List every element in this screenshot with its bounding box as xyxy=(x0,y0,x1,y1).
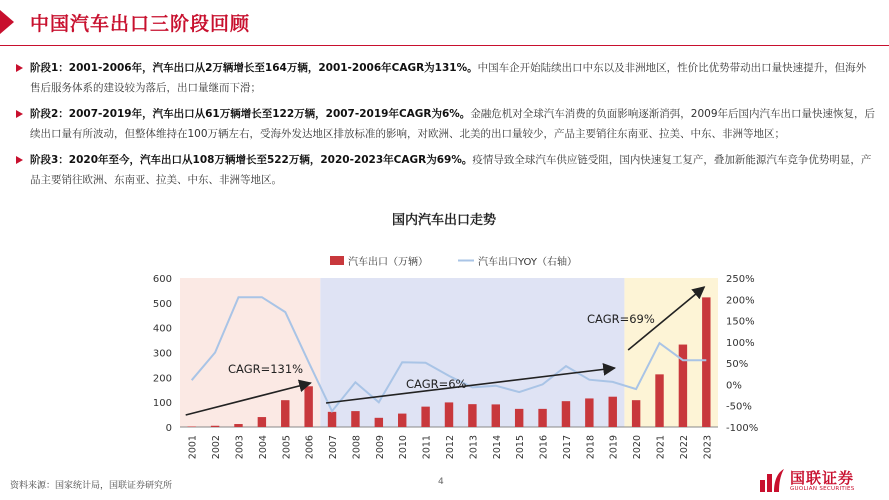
cagr-label-1: CAGR=131% xyxy=(228,362,304,376)
x-tick-label: 2004 xyxy=(257,435,269,460)
x-tick-label: 2011 xyxy=(421,435,433,460)
bar-2009 xyxy=(375,418,383,427)
bullet-item-1 xyxy=(16,58,876,98)
bullet-heading: 阶段1：2001-2006年，汽车出口从2万辆增长至164万辆，2001-2006年CAGR为131%。 xyxy=(30,62,478,74)
x-tick-label: 2022 xyxy=(678,435,690,460)
title-divider xyxy=(0,45,889,46)
x-tick-label: 2009 xyxy=(374,435,386,460)
bullet-body: 金融危机对全球汽车消费的负面影响逐渐消弭，2009年后国内汽车出口量快速恢复，后续出口量有所波动，但整体维持在100万辆左右，受海外发达地区排放标准的影响，对欧洲、北美的出口量较少，产品主要销往东南亚、拉美、中东、非洲等地区； xyxy=(30,108,876,140)
export-chart-svg xyxy=(0,205,889,475)
bar-2023 xyxy=(702,297,710,427)
logo-subtext: GUOLIAN SECURITIES xyxy=(790,486,855,492)
right-tick-label: 200% xyxy=(726,295,755,307)
x-tick-label: 2007 xyxy=(328,435,340,460)
x-tick-label: 2018 xyxy=(585,435,597,460)
bar-2005 xyxy=(281,400,289,427)
x-tick-label: 2008 xyxy=(351,435,363,460)
x-tick-label: 2012 xyxy=(445,435,456,460)
x-tick-label: 2023 xyxy=(702,435,714,460)
right-tick-label: 100% xyxy=(726,337,755,349)
right-tick-label: 150% xyxy=(726,316,755,328)
x-tick-label: 2001 xyxy=(187,435,199,460)
x-tick-label: 2017 xyxy=(561,435,573,460)
bar-2015 xyxy=(515,409,523,427)
phase-band-1 xyxy=(180,278,320,427)
bar-2021 xyxy=(655,374,663,427)
bar-2010 xyxy=(398,414,406,427)
bullet-item-2 xyxy=(16,104,876,144)
bar-2018 xyxy=(585,398,593,427)
bar-2019 xyxy=(609,397,617,427)
x-tick-label: 2014 xyxy=(491,434,503,460)
right-tick-label: 0% xyxy=(726,380,742,392)
legend-label-bar: 汽车出口（万辆） xyxy=(348,257,428,268)
logo-mark-icon xyxy=(756,466,786,496)
x-tick-label: 2010 xyxy=(398,435,410,460)
bar-2004 xyxy=(258,417,266,427)
x-tick-label: 2016 xyxy=(538,435,550,460)
title-bar xyxy=(0,0,889,46)
left-tick-label: 500 xyxy=(152,298,172,310)
logo-text: 国联证券 xyxy=(790,469,855,487)
right-tick-label: 50% xyxy=(726,359,749,371)
right-tick-label: -50% xyxy=(726,401,752,413)
bullet-list xyxy=(16,58,876,196)
x-tick-label: 2005 xyxy=(281,435,293,460)
bullet-item-3 xyxy=(16,150,876,190)
left-tick-label: 0 xyxy=(165,423,172,434)
legend-swatch-bar xyxy=(330,256,344,265)
left-tick-label: 400 xyxy=(152,323,172,335)
cagr-label-2: CAGR=6% xyxy=(406,377,467,391)
bar-2003 xyxy=(234,424,242,427)
x-tick-label: 2020 xyxy=(632,435,644,460)
bullet-heading: 阶段3：2020年至今，汽车出口从108万辆增长至522万辆，2020-2023年CAGR为69%。 xyxy=(30,154,473,166)
bar-2017 xyxy=(562,401,570,427)
left-tick-label: 600 xyxy=(152,274,172,285)
bar-2002 xyxy=(211,426,219,427)
left-tick-label: 200 xyxy=(152,373,172,385)
x-tick-label: 2006 xyxy=(304,435,316,460)
x-tick-label: 2002 xyxy=(211,435,223,460)
export-chart xyxy=(0,205,889,475)
x-tick-label: 2003 xyxy=(234,435,246,460)
x-tick-label: 2015 xyxy=(515,435,527,460)
cagr-label-3: CAGR=69% xyxy=(587,312,655,326)
page-title: 中国汽车出口三阶段回顾 xyxy=(30,13,251,35)
right-tick-label: -100% xyxy=(726,423,759,434)
right-tick-label: 250% xyxy=(726,274,755,285)
bar-2014 xyxy=(492,404,500,427)
bullet-body: 中国车企开始陆续出口中东以及非洲地区，性价比优势带动出口量快速提升，但海外售后服务体系的建设较为落后，出口量继而下滑； xyxy=(30,62,867,94)
bar-2011 xyxy=(421,407,429,427)
x-tick-label: 2021 xyxy=(655,435,667,460)
bullet-heading: 阶段2：2007-2019年，汽车出口从61万辆增长至122万辆，2007-2019年CAGR为6%。 xyxy=(30,108,471,120)
bar-2016 xyxy=(538,409,546,427)
source-note: 资料来源：国家统计局，国联证券研究所 xyxy=(10,481,173,491)
bar-2020 xyxy=(632,400,640,427)
legend-label-line: 汽车出口YOY（右轴） xyxy=(478,257,577,268)
chart-title: 国内汽车出口走势 xyxy=(391,213,497,228)
bar-2012 xyxy=(445,402,453,427)
bar-2008 xyxy=(351,411,359,427)
chart-legend xyxy=(330,255,577,268)
x-tick-label: 2019 xyxy=(608,435,620,460)
company-logo xyxy=(756,466,882,496)
bullet-body: 疫情导致全球汽车供应链受阻，国内快速复工复产，叠加新能源汽车竞争优势明显，产品主要销往欧洲、东南亚、拉美、中东、非洲等地区。 xyxy=(30,154,872,186)
left-tick-label: 300 xyxy=(152,348,172,360)
bar-2006 xyxy=(304,386,312,427)
left-tick-label: 100 xyxy=(152,398,172,410)
title-marker-icon xyxy=(0,10,14,34)
bar-2013 xyxy=(468,404,476,427)
page-number: 4 xyxy=(438,477,444,487)
x-tick-label: 2013 xyxy=(468,435,480,460)
bar-2007 xyxy=(328,412,336,427)
